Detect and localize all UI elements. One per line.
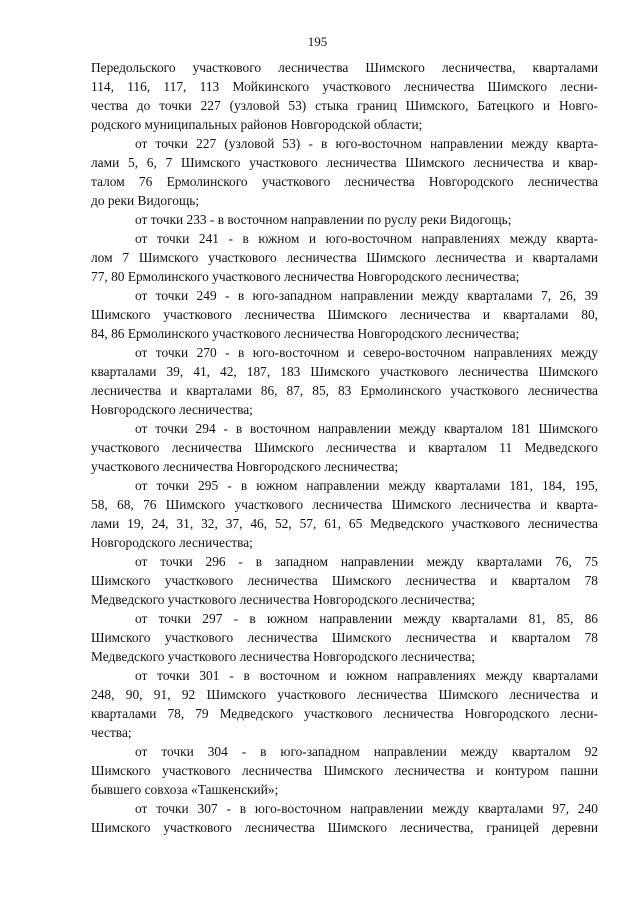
text-line: Медведского участкового лесничества Новгородского лесничества; xyxy=(91,649,475,664)
text-line: от точки 301 - в восточном и южном направлениях между кварталами xyxy=(135,668,598,683)
text-line: лесничества и кварталами 86, 87, 85, 83 Ермолинского участкового лесничества xyxy=(91,383,598,398)
text-line: до реки Видогощь; xyxy=(91,193,200,208)
text-line: Новгородского лесничества; xyxy=(91,535,253,550)
document-body xyxy=(91,58,598,837)
text-line: родского муниципальных районов Новгородской области; xyxy=(91,117,423,132)
text-line: кварталами 78, 79 Медведского участкового лесничества Новгородского лесни- xyxy=(91,706,598,721)
text-line: от точки 270 - в юго-восточном и северо-восточном направлениях между xyxy=(135,345,598,360)
text-line: Шимского участкового лесничества Шимского лесничества и кварталом 78 xyxy=(91,630,598,645)
text-line: участкового лесничества Шимского лесничества и кварталом 11 Медведского xyxy=(91,440,598,455)
text-line: Новгородского лесничества; xyxy=(91,402,253,417)
text-line: лами 5, 6, 7 Шимского участкового лесничества Шимского лесничества и квар- xyxy=(91,155,598,170)
text-line: бывшего совхоза «Ташкенский»; xyxy=(91,782,279,797)
text-line: 114, 116, 117, 113 Мойкинского участкового лесничества Шимского лесни- xyxy=(91,79,598,94)
text-line: от точки 294 - в восточном направлении между кварталом 181 Шимского xyxy=(135,421,598,436)
text-line: Шимского участкового лесничества Шимского лесничества и кварталами 80, xyxy=(91,307,598,322)
text-line: от точки 297 - в южном направлении между кварталами 81, 85, 86 xyxy=(135,611,598,626)
page-number: 195 xyxy=(307,34,328,49)
text-line: 58, 68, 76 Шимского участкового лесничества Шимского лесничества и кварта- xyxy=(91,497,598,512)
text-line: участкового лесничества Новгородского лесничества; xyxy=(91,459,399,474)
text-line: Медведского участкового лесничества Новгородского лесничества; xyxy=(91,592,475,607)
text-line: Шимского участкового лесничества Шимского лесничества и контуром пашни xyxy=(91,763,598,778)
text-line: чества; xyxy=(91,725,132,740)
text-line: кварталами 39, 41, 42, 187, 183 Шимского участкового лесничества Шимского xyxy=(91,364,598,379)
text-line: Передольского участкового лесничества Шимского лесничества, кварталами xyxy=(91,60,598,75)
text-line: от точки 249 - в юго-западном направлении между кварталами 7, 26, 39 xyxy=(135,288,598,303)
text-line: лами 19, 24, 31, 32, 37, 46, 52, 57, 61, 65 Медведского участкового лесничества xyxy=(91,516,598,531)
text-line: от точки 295 - в южном направлении между кварталами 181, 184, 195, xyxy=(135,478,598,493)
text-line: Шимского участкового лесничества Шимского лесничества, границей деревни xyxy=(91,820,598,835)
text-line: Шимского участкового лесничества Шимского лесничества и кварталом 78 xyxy=(91,573,598,588)
text-line: лом 7 Шимского участкового лесничества Шимского лесничества и кварталами xyxy=(91,250,598,265)
text-line: талом 76 Ермолинского участкового лесничества Новгородского лесничества xyxy=(91,174,598,189)
text-line: от точки 307 - в юго-восточном направлении между кварталами 97, 240 xyxy=(135,801,598,816)
text-line: 248, 90, 91, 92 Шимского участкового лесничества Шимского лесничества и xyxy=(91,687,598,702)
text-line: 84, 86 Ермолинского участкового лесничества Новгородского лесничества; xyxy=(91,326,520,341)
text-line: 77, 80 Ермолинского участкового лесничества Новгородского лесничества; xyxy=(91,269,520,284)
text-line: от точки 227 (узловой 53) - в юго-восточном направлении между кварта- xyxy=(135,136,598,151)
text-line: от точки 233 - в восточном направлении по руслу реки Видогощь; xyxy=(135,212,512,227)
text-line: от точки 296 - в западном направлении между кварталами 76, 75 xyxy=(135,554,598,569)
text-line: от точки 304 - в юго-западном направлении между кварталом 92 xyxy=(135,744,598,759)
text-line: от точки 241 - в южном и юго-восточном направлениях между кварта- xyxy=(135,231,598,246)
text-line: чества до точки 227 (узловой 53) стыка границ Шимского, Батецкого и Новго- xyxy=(91,98,598,113)
